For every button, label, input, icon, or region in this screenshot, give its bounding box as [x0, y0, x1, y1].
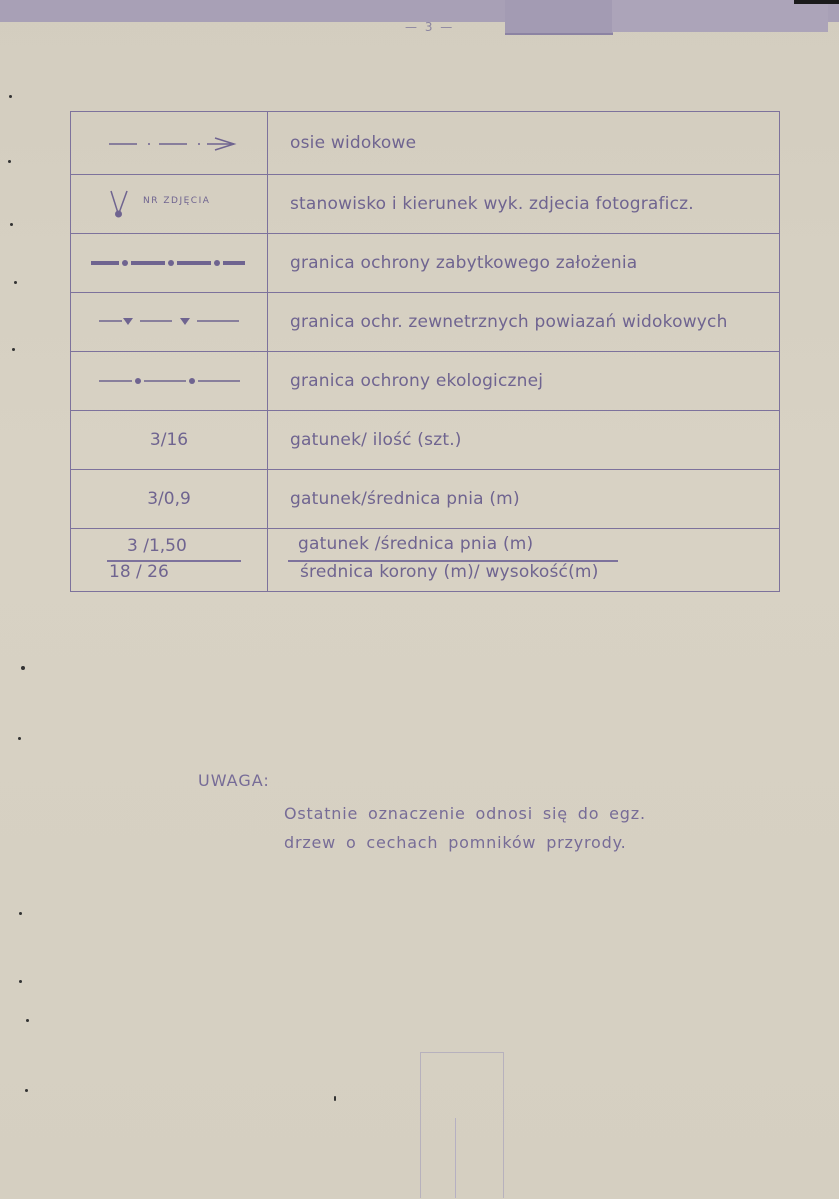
description-fraction-bottom: średnica korony (m)/ wysokość(m) [300, 562, 599, 582]
margin-speck [19, 912, 22, 915]
legend-row [71, 293, 780, 352]
legend-description: gatunek/ ilość (szt.) [268, 411, 780, 470]
scan-edge [794, 0, 839, 4]
legend-row [71, 470, 780, 529]
margin-speck [26, 1019, 29, 1022]
legend-description: gatunek/średnica pnia (m) [268, 470, 780, 529]
legend-description-cell [268, 529, 780, 592]
scan-top-band-right [612, 0, 828, 32]
legend-description: granica ochrony ekologicznej [268, 352, 780, 411]
view-link-boundary-icon [94, 316, 244, 328]
note-label: UWAGA: [198, 771, 270, 790]
description-fraction-top: gatunek /średnica pnia (m) [298, 534, 534, 554]
legend-symbol-text: 3/0,9 [71, 470, 268, 529]
margin-speck [21, 666, 25, 670]
legend-row [71, 529, 780, 592]
view-axis-arrow-icon [99, 135, 239, 151]
legend-symbol-cell [71, 293, 268, 352]
margin-speck [25, 1089, 28, 1092]
legend-symbol-cell [71, 175, 268, 234]
legend-row [71, 112, 780, 175]
ecological-boundary-icon [94, 375, 244, 387]
legend-row [71, 352, 780, 411]
margin-speck [18, 737, 21, 740]
legend-symbol-cell [71, 529, 268, 592]
photo-number-label: NR ZDJĘCIA [143, 196, 211, 206]
fraction-top: 3 /1,50 [127, 536, 187, 556]
margin-speck [12, 348, 15, 351]
margin-speck [9, 95, 12, 98]
page-number: — 3 — [405, 20, 455, 34]
faint-stamp-line [455, 1118, 456, 1198]
margin-speck [10, 223, 13, 226]
legend-symbol-text: 3/16 [71, 411, 268, 470]
faint-stamp-outline [420, 1052, 504, 1198]
note-text-line-1: Ostatnie oznaczenie odnosi się do egz. [284, 804, 646, 823]
legend-symbol-cell [71, 352, 268, 411]
legend-row [71, 234, 780, 293]
margin-speck [334, 1096, 336, 1101]
monument-boundary-line-icon [89, 257, 249, 269]
fraction-bottom: 18 / 26 [109, 562, 169, 582]
description-fraction [294, 532, 779, 588]
legend-table [70, 111, 780, 592]
margin-speck [8, 160, 11, 163]
legend-symbol-cell [71, 234, 268, 293]
legend-description: granica ochrony zabytkowego założenia [268, 234, 780, 293]
legend-row [71, 411, 780, 470]
legend-row [71, 175, 780, 234]
legend-description: osie widokowe [268, 112, 780, 175]
photo-viewpoint-icon [107, 189, 131, 219]
monument-tree-fraction [109, 532, 229, 588]
margin-speck [14, 281, 17, 284]
legend-symbol-cell [71, 112, 268, 175]
scan-tape-strip [505, 0, 613, 35]
note-text-line-2: drzew o cechach pomników przyrody. [284, 833, 627, 852]
margin-speck [19, 980, 22, 983]
legend-description: stanowisko i kierunek wyk. zdjecia fotograficz. [268, 175, 780, 234]
legend-description: granica ochr. zewnetrznych powiazań widokowych [268, 293, 780, 352]
